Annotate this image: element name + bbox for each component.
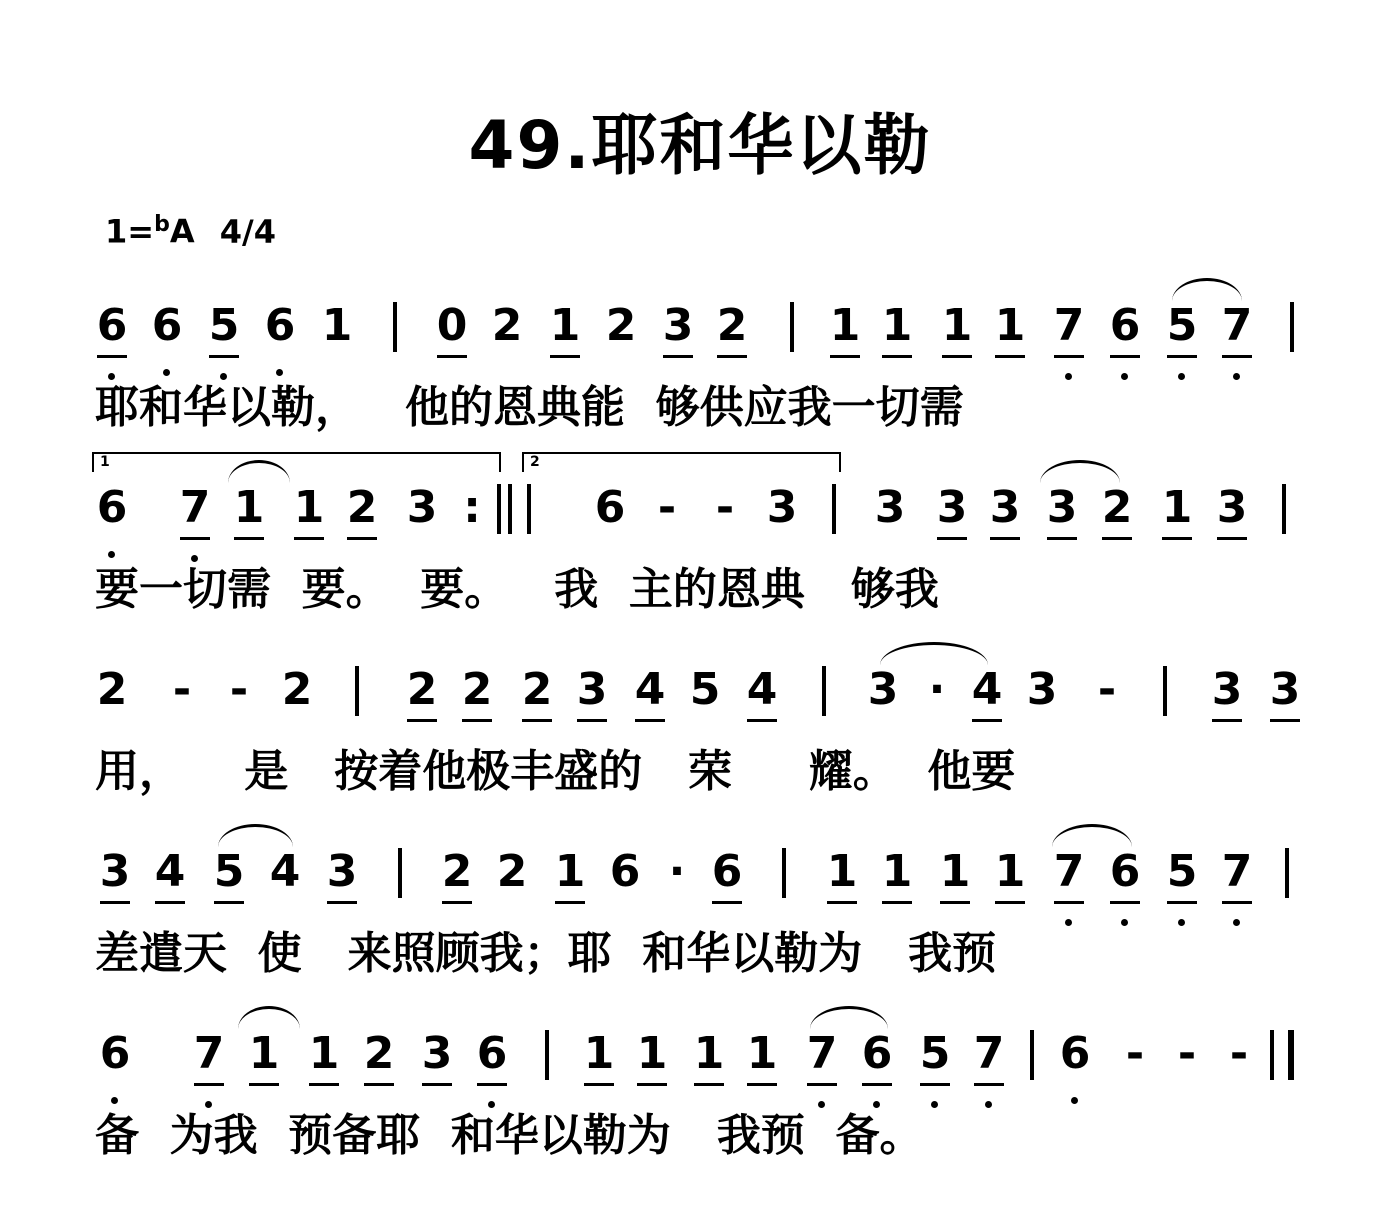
- lyrics-line-4: 差遣天 使 来照顾我；耶 和华以勒为 我预: [95, 928, 997, 979]
- note: 1: [554, 846, 586, 897]
- note: 2: [521, 664, 553, 715]
- note: 2: [441, 846, 473, 897]
- barline: [508, 484, 512, 534]
- note: 6: [594, 482, 626, 533]
- note: 3: [99, 846, 131, 897]
- note: 2: [406, 664, 438, 715]
- note: 5: [689, 664, 721, 715]
- score-line-5: [0, 1028, 1400, 1188]
- note: 5: [213, 846, 245, 897]
- note: 4: [634, 664, 666, 715]
- barline: [1163, 666, 1167, 716]
- note: 6: [1109, 300, 1141, 351]
- note: 1: [233, 482, 265, 533]
- dash: -: [1229, 1028, 1249, 1079]
- note: 1: [583, 1028, 615, 1079]
- note: 3: [766, 482, 798, 533]
- score-line-4: [0, 846, 1400, 1006]
- dot: ·: [668, 846, 686, 897]
- note: 3: [576, 664, 608, 715]
- barline: [545, 1030, 549, 1080]
- slur: [880, 642, 988, 665]
- note: 1: [1161, 482, 1193, 533]
- dash: -: [229, 664, 249, 715]
- score-line-2: [0, 454, 1400, 642]
- note: 4: [154, 846, 186, 897]
- slur: [1052, 824, 1132, 847]
- barline: [355, 666, 359, 716]
- note: 7: [806, 1028, 838, 1079]
- note: 3: [1216, 482, 1248, 533]
- final-barline: [1270, 1030, 1274, 1080]
- note: 7: [1221, 300, 1253, 351]
- slur: [1172, 278, 1242, 301]
- slur: [1040, 460, 1120, 483]
- barline: [527, 484, 531, 534]
- dash: -: [1097, 664, 1117, 715]
- barline: [1282, 484, 1286, 534]
- note: 1: [308, 1028, 340, 1079]
- note: 1: [826, 846, 858, 897]
- note: 6: [99, 1028, 131, 1079]
- barline: [832, 484, 836, 534]
- slur: [810, 1006, 888, 1029]
- barline: [393, 302, 397, 352]
- note: 7: [973, 1028, 1005, 1079]
- lyrics-line-2: 要一切需 要。 要。 我 主的恩典 够我: [95, 564, 939, 615]
- dash: -: [715, 482, 735, 533]
- note: 2: [716, 300, 748, 351]
- dash: -: [1125, 1028, 1145, 1079]
- note: 4: [269, 846, 301, 897]
- note: 1: [881, 300, 913, 351]
- note: 5: [919, 1028, 951, 1079]
- note: 2: [496, 846, 528, 897]
- barline: [790, 302, 794, 352]
- note: 2: [363, 1028, 395, 1079]
- note: 6: [96, 482, 128, 533]
- key-signature: 1=$^b$A 4/4: [105, 212, 276, 251]
- note: 6: [609, 846, 641, 897]
- note: 3: [1046, 482, 1078, 533]
- note: 1: [941, 300, 973, 351]
- note: 2: [1101, 482, 1133, 533]
- note: 1: [829, 300, 861, 351]
- barline: [1290, 302, 1294, 352]
- repeat-sign: :: [463, 482, 481, 533]
- note: 1: [746, 1028, 778, 1079]
- dash: -: [657, 482, 677, 533]
- note: 5: [1166, 846, 1198, 897]
- note: 3: [662, 300, 694, 351]
- note: 4: [746, 664, 778, 715]
- note: 5: [208, 300, 240, 351]
- note: 1: [636, 1028, 668, 1079]
- note: 6: [861, 1028, 893, 1079]
- barline: [398, 848, 402, 898]
- note: 3: [1026, 664, 1058, 715]
- note: 1: [321, 300, 353, 351]
- barline: [497, 484, 501, 534]
- note: 7: [1053, 846, 1085, 897]
- score-line-3: [0, 664, 1400, 824]
- note: 4: [971, 664, 1003, 715]
- song-title: 49.耶和华以勒: [468, 107, 932, 184]
- second-ending-bracket: 2: [522, 452, 841, 472]
- note: 1: [293, 482, 325, 533]
- score-line-1: [0, 300, 1400, 460]
- barline: [782, 848, 786, 898]
- dash: -: [172, 664, 192, 715]
- note: 1: [693, 1028, 725, 1079]
- note: 7: [1053, 300, 1085, 351]
- note: 7: [179, 482, 211, 533]
- first-ending-bracket: 1: [92, 452, 501, 472]
- note: 3: [1269, 664, 1301, 715]
- note: 2: [461, 664, 493, 715]
- note: 7: [1221, 846, 1253, 897]
- note: 3: [406, 482, 438, 533]
- slur: [218, 824, 293, 847]
- final-barline: [1288, 1030, 1294, 1080]
- note: 7: [193, 1028, 225, 1079]
- note: 6: [151, 300, 183, 351]
- note: 3: [989, 482, 1021, 533]
- note: 1: [994, 846, 1026, 897]
- barline: [1285, 848, 1289, 898]
- note: 6: [264, 300, 296, 351]
- note: 1: [994, 300, 1026, 351]
- note: 6: [1109, 846, 1141, 897]
- dash: -: [1177, 1028, 1197, 1079]
- note: 1: [881, 846, 913, 897]
- lyrics-line-5: 备 为我 预备耶 和华以勒为 我预 备。: [95, 1110, 924, 1161]
- dot: ·: [928, 664, 946, 715]
- note: 0: [436, 300, 468, 351]
- note: 2: [605, 300, 637, 351]
- note: 3: [874, 482, 906, 533]
- note: 3: [867, 664, 899, 715]
- barline: [1030, 1030, 1034, 1080]
- note: 1: [939, 846, 971, 897]
- lyrics-line-1: 耶和华以勒， 他的恩典能 够供应我一切需: [95, 382, 964, 433]
- slur: [238, 1006, 300, 1029]
- note: 6: [96, 300, 128, 351]
- note: 3: [1211, 664, 1243, 715]
- note: 3: [421, 1028, 453, 1079]
- note: 5: [1166, 300, 1198, 351]
- note: 2: [491, 300, 523, 351]
- note: 1: [549, 300, 581, 351]
- note: 2: [281, 664, 313, 715]
- note: 2: [346, 482, 378, 533]
- note: 3: [326, 846, 358, 897]
- lyrics-line-3: 用， 是 按着他极丰盛的 荣 耀。 他要: [95, 746, 1016, 797]
- barline: [822, 666, 826, 716]
- note: 2: [96, 664, 128, 715]
- note: 6: [711, 846, 743, 897]
- note: 1: [248, 1028, 280, 1079]
- note: 6: [476, 1028, 508, 1079]
- note: 6: [1059, 1028, 1091, 1079]
- note: 3: [936, 482, 968, 533]
